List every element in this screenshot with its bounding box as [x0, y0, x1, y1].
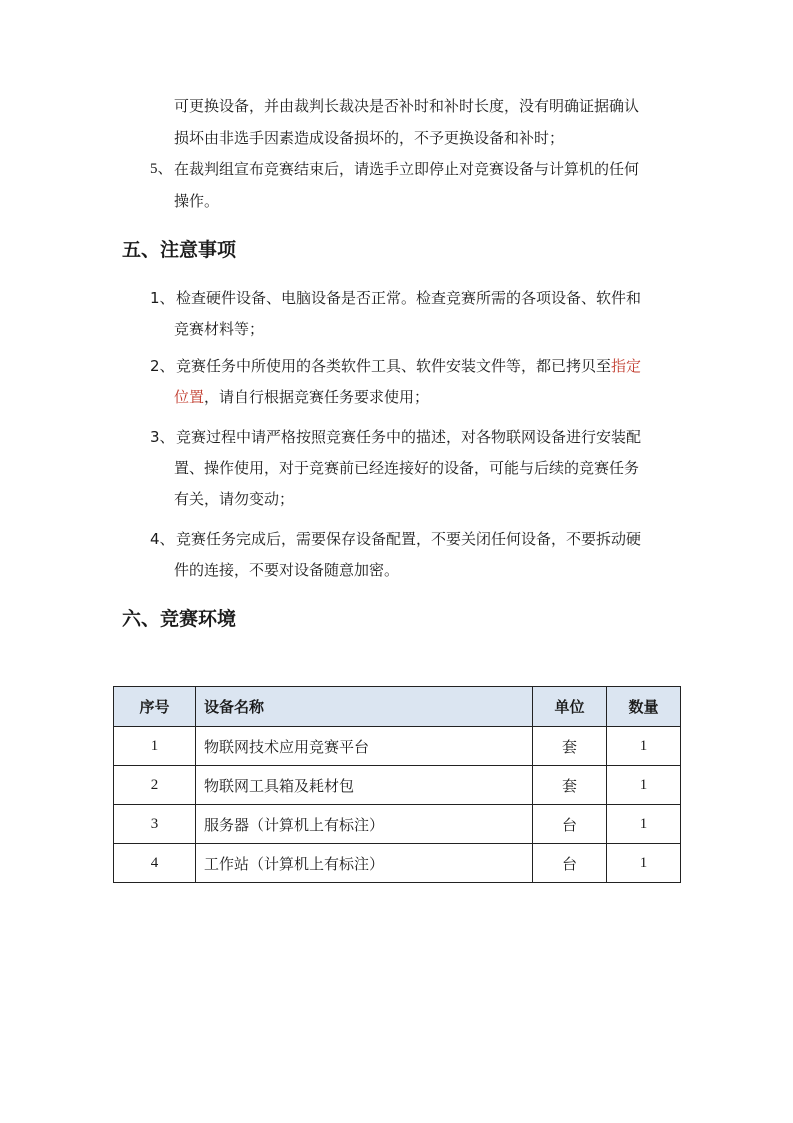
notice-text-line: 有关，请勿变动； — [174, 490, 295, 508]
table-header-cell: 单位 — [533, 687, 607, 727]
section-heading: 六、竞赛环境 — [122, 608, 237, 630]
notice-item-number: 3、 — [150, 428, 175, 446]
rule-text-line: 操作。 — [174, 192, 220, 210]
table-cell: 1 — [114, 727, 196, 766]
table-cell: 物联网技术应用竞赛平台 — [196, 727, 533, 766]
table-cell: 2 — [114, 766, 196, 805]
notice-text: ，请自行根据竞赛任务要求使用； — [204, 388, 430, 406]
rule-text-line: 损坏由非选手因素造成设备损坏的，不予更换设备和补时； — [174, 129, 565, 147]
rule-text-line: 可更换设备，并由裁判长裁决是否补时和补时长度，没有明确证据确认 — [174, 97, 640, 115]
rule-item-number: 5、 — [150, 161, 173, 177]
table-row — [114, 766, 681, 805]
table-cell: 工作站（计算机上有标注） — [196, 844, 533, 883]
table-cell: 服务器（计算机上有标注） — [196, 805, 533, 844]
notice-text-line: 置、操作使用，对于竞赛前已经连接好的设备，可能与后续的竞赛任务 — [174, 459, 640, 477]
notice-text: 竞赛任务中所使用的各类软件工具、软件安装文件等，都已拷贝至 — [176, 357, 612, 375]
table-cell: 物联网工具箱及耗材包 — [196, 766, 533, 805]
rule-text-line: 在裁判组宣布竞赛结束后，请选手立即停止对竞赛设备与计算机的任何 — [174, 160, 640, 178]
table-header-cell: 序号 — [114, 687, 196, 727]
table-cell: 台 — [533, 805, 607, 844]
table-cell: 套 — [533, 766, 607, 805]
notice-text-line: 竞赛过程中请严格按照竞赛任务中的描述，对各物联网设备进行安装配 — [176, 428, 642, 446]
table-cell: 4 — [114, 844, 196, 883]
table-header-row — [114, 687, 681, 727]
notice-item-number: 2、 — [150, 357, 175, 375]
table-cell: 1 — [607, 805, 681, 844]
table-cell: 1 — [607, 727, 681, 766]
notice-item-number: 1、 — [150, 289, 175, 307]
table-cell: 台 — [533, 844, 607, 883]
notice-text-line: 检查硬件设备、电脑设备是否正常。检查竞赛所需的各项设备、软件和 — [176, 289, 642, 307]
notice-text-line: 件的连接，不要对设备随意加密。 — [174, 561, 400, 579]
table-cell: 1 — [607, 844, 681, 883]
highlighted-text: 指定 — [611, 357, 642, 375]
table-cell: 1 — [607, 766, 681, 805]
table-row — [114, 805, 681, 844]
notice-text-line: 竞赛任务完成后，需要保存设备配置，不要关闭任何设备，不要拆动硬 — [176, 530, 642, 548]
notice-item-number: 4、 — [150, 530, 175, 548]
notice-text-line: 竞赛材料等； — [174, 320, 265, 338]
table-header-cell: 设备名称 — [196, 687, 533, 727]
section-heading: 五、注意事项 — [122, 239, 237, 261]
table-row — [114, 844, 681, 883]
table-row — [114, 727, 681, 766]
equipment-table — [113, 686, 681, 883]
table-header-cell: 数量 — [607, 687, 681, 727]
notice-text-line — [176, 356, 641, 376]
highlighted-text: 位置 — [174, 388, 205, 406]
table-cell: 3 — [114, 805, 196, 844]
notice-text-line — [174, 387, 429, 407]
table-cell: 套 — [533, 727, 607, 766]
